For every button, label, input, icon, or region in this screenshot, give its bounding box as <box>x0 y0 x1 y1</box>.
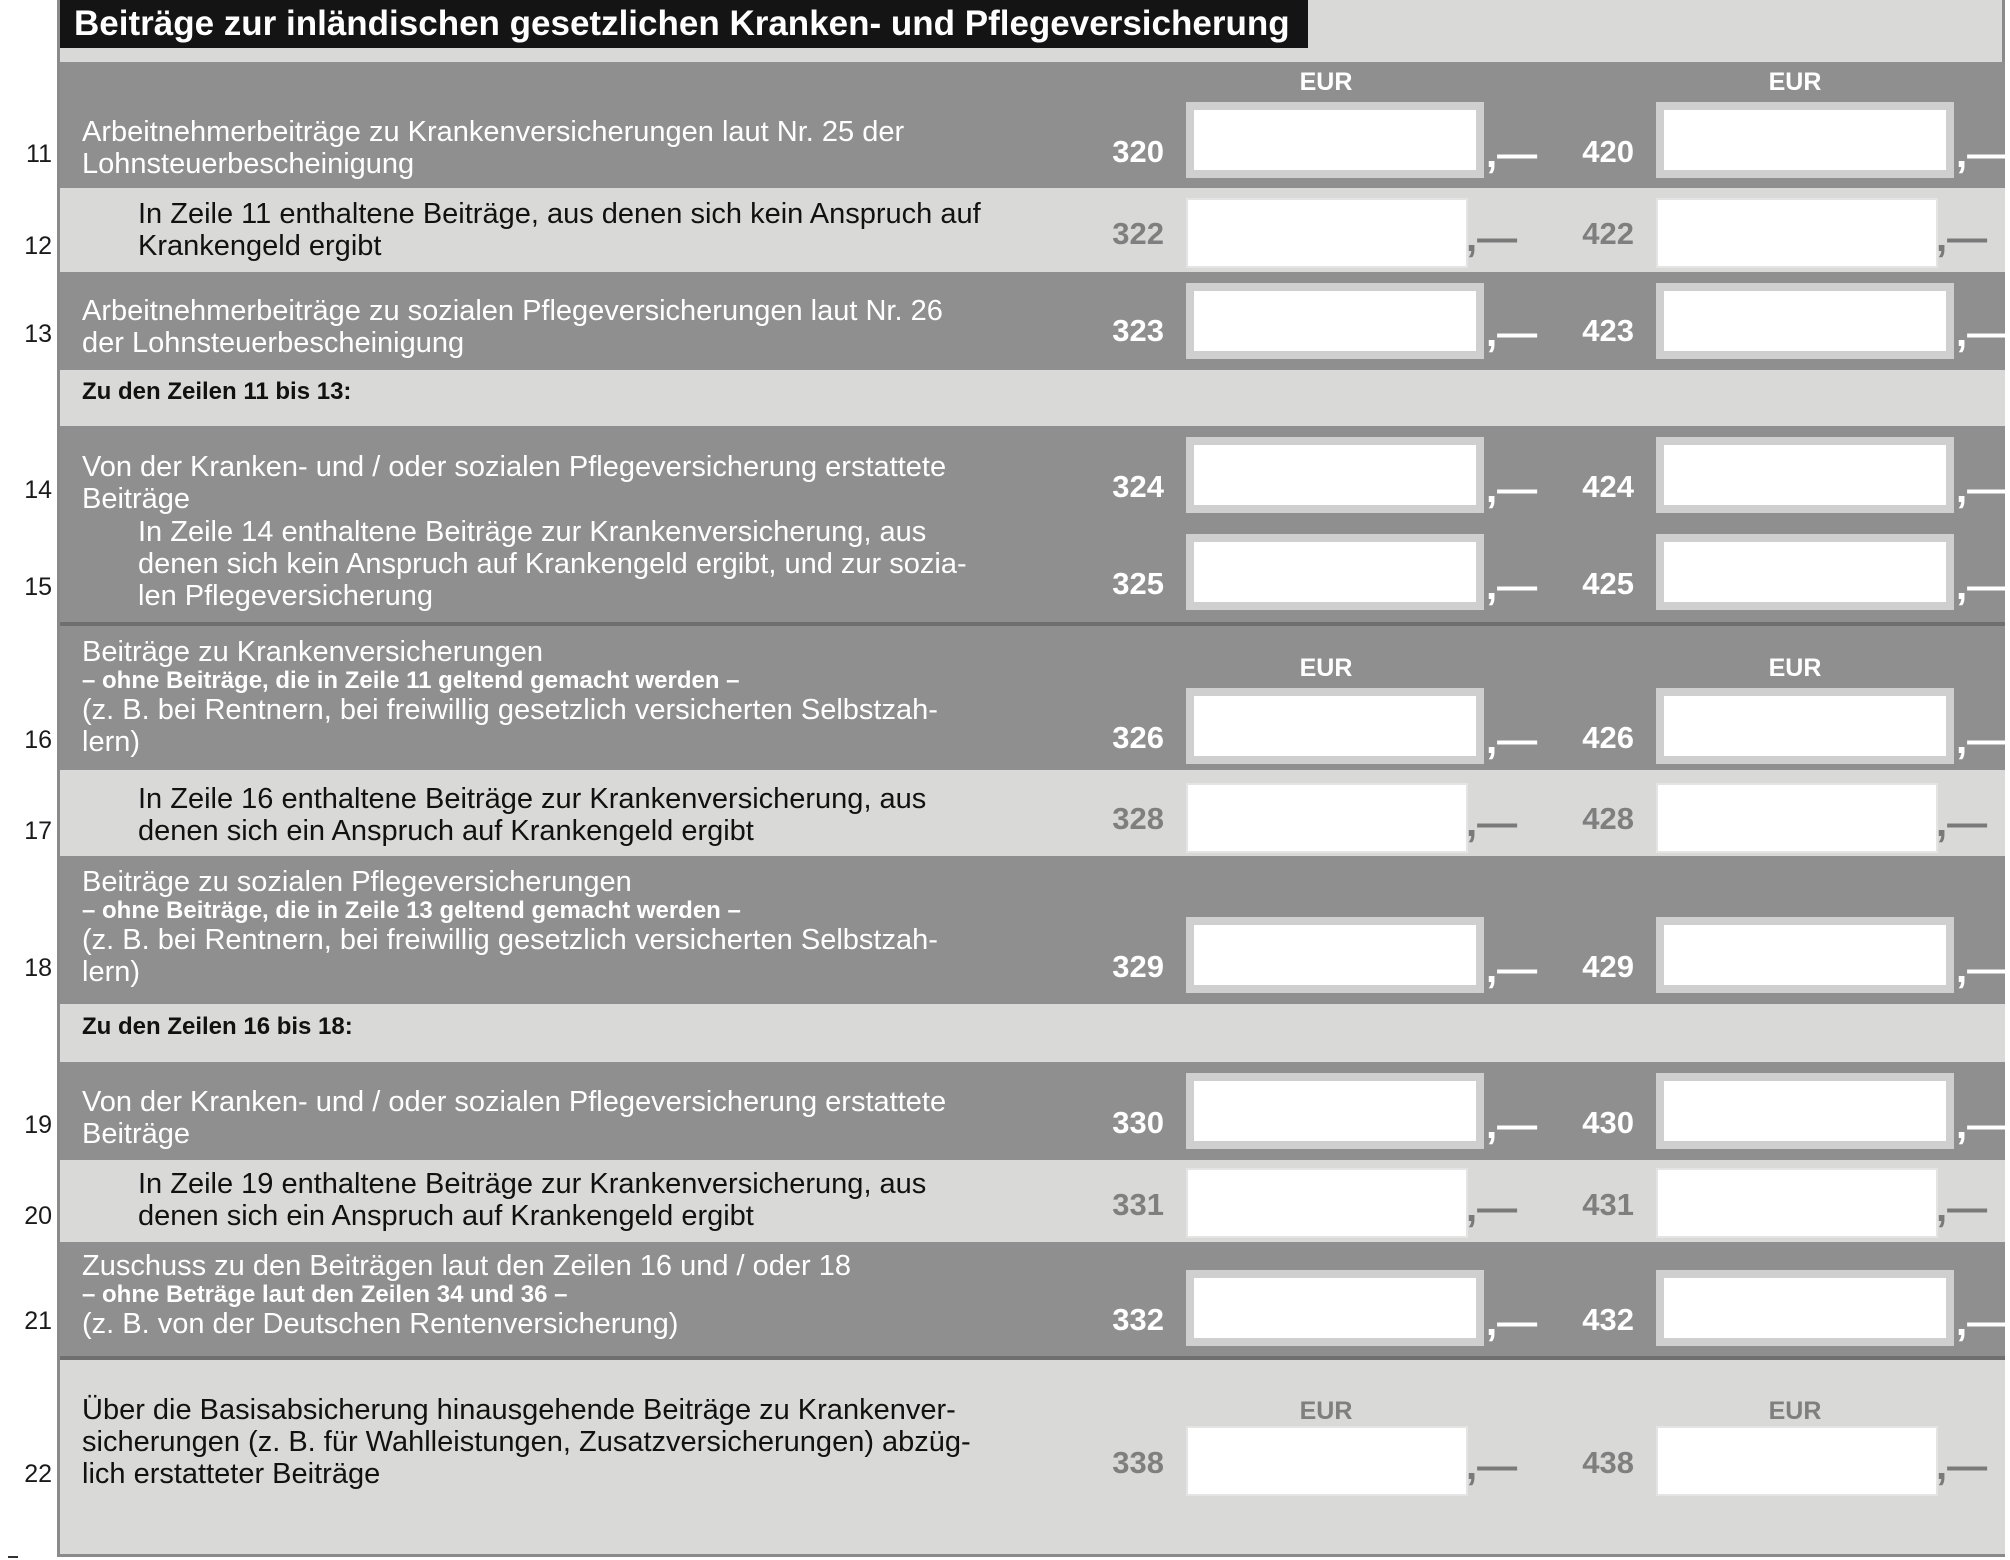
amount-suffix: ,— <box>1486 132 1538 176</box>
amount-suffix: ,— <box>1956 564 2008 608</box>
currency-header: EUR <box>1299 68 1353 96</box>
amount-suffix: ,— <box>1956 718 2008 762</box>
line-number: 12 <box>24 232 52 260</box>
row-label: Arbeitnehmerbeiträge zu Krankenversicherungen laut Nr. 25 der Lohnsteuerbescheinigung <box>82 116 905 180</box>
band-section-11-13 <box>60 370 2005 426</box>
amount-field-432[interactable] <box>1656 1270 1954 1346</box>
line-number: 15 <box>24 573 52 601</box>
amount-suffix: ,— <box>1486 467 1538 511</box>
row-label: In Zeile 16 enthaltene Beiträge zur Krankenversicherung, aus denen sich ein Anspruch auf Krankengeld ergibt <box>138 783 927 847</box>
currency-header: EUR <box>1768 1397 1822 1425</box>
field-code: 423 <box>1582 313 1634 348</box>
amount-field-431[interactable] <box>1656 1168 1938 1238</box>
field-code: 320 <box>1112 134 1164 169</box>
amount-suffix: ,— <box>1486 947 1538 991</box>
line-number: 20 <box>24 1202 52 1230</box>
field-code: 324 <box>1112 469 1164 504</box>
amount-suffix: ,— <box>1466 1444 1518 1488</box>
line-number: 18 <box>24 954 52 982</box>
section-label: Zu den Zeilen 16 bis 18: <box>82 1013 353 1040</box>
amount-suffix: ,— <box>1466 216 1518 260</box>
row-label: Zuschuss zu den Beiträgen laut den Zeilen 16 und / oder 18 – ohne Beträge laut den Zeilen 34 und 36 – (z. B. von der Deutschen Rentenversicherung) <box>82 1250 852 1340</box>
amount-suffix: ,— <box>1956 1300 2008 1344</box>
amount-suffix: ,— <box>1936 801 1988 845</box>
amount-field-332[interactable] <box>1186 1270 1484 1346</box>
amount-suffix: ,— <box>1486 1103 1538 1147</box>
field-code: 322 <box>1112 216 1164 251</box>
line-number: 19 <box>24 1111 52 1139</box>
amount-suffix: ,— <box>1956 1103 2008 1147</box>
line-number: 22 <box>24 1460 52 1488</box>
amount-field-322[interactable] <box>1186 198 1468 268</box>
amount-field-420[interactable] <box>1656 102 1954 178</box>
amount-suffix: ,— <box>1936 1186 1988 1230</box>
amount-suffix: ,— <box>1486 311 1538 355</box>
amount-field-425[interactable] <box>1656 534 1954 610</box>
form-title: Beiträge zur inländischen gesetzlichen Kranken- und Pflegeversicherung <box>60 0 1308 48</box>
amount-suffix: ,— <box>1486 564 1538 608</box>
row-label: In Zeile 14 enthaltene Beiträge zur Krankenversicherung, aus denen sich kein Anspruch auf Krankengeld ergibt, und zur sozia- len Pflegeversicherung <box>138 516 967 612</box>
amount-field-423[interactable] <box>1656 283 1954 359</box>
amount-field-429[interactable] <box>1656 917 1954 993</box>
amount-field-326[interactable] <box>1186 688 1484 764</box>
line-number: 16 <box>24 726 52 754</box>
field-code: 332 <box>1112 1302 1164 1337</box>
amount-field-438[interactable] <box>1656 1426 1938 1496</box>
field-code: 422 <box>1582 216 1634 251</box>
currency-header: EUR <box>1768 654 1822 682</box>
amount-field-331[interactable] <box>1186 1168 1468 1238</box>
row-label: Von der Kranken- und / oder sozialen Pflegeversicherung erstattete Beiträge <box>82 1086 947 1150</box>
row-label: Beiträge zu Krankenversicherungen – ohne Beiträge, die in Zeile 11 geltend gemacht werden – (z. B. bei Rentnern, bei freiwillig gesetzlich versicherten Selbstzah- lern) <box>82 636 938 758</box>
currency-header: EUR <box>1299 654 1353 682</box>
amount-suffix: ,— <box>1956 132 2008 176</box>
amount-field-320[interactable] <box>1186 102 1484 178</box>
amount-field-430[interactable] <box>1656 1073 1954 1149</box>
amount-field-330[interactable] <box>1186 1073 1484 1149</box>
row-label: Über die Basisabsicherung hinausgehende Beiträge zu Krankenver- sicherungen (z. B. für Wahlleistungen, Zusatzversicherungen) abzüg- lich erstatteter Beiträge <box>82 1394 971 1490</box>
field-code: 431 <box>1582 1187 1634 1222</box>
amount-suffix: ,— <box>1956 311 2008 355</box>
amount-field-428[interactable] <box>1656 783 1938 853</box>
field-code: 338 <box>1112 1445 1164 1480</box>
line-number: 14 <box>24 476 52 504</box>
row-label: Von der Kranken- und / oder sozialen Pflegeversicherung erstattete Beiträge <box>82 451 947 515</box>
line-number: 17 <box>24 817 52 845</box>
amount-suffix: ,— <box>1936 1444 1988 1488</box>
row-label: In Zeile 11 enthaltene Beiträge, aus denen sich kein Anspruch auf Krankengeld ergibt <box>138 198 981 262</box>
amount-suffix: ,— <box>1486 718 1538 762</box>
amount-suffix: ,— <box>1956 947 2008 991</box>
amount-field-424[interactable] <box>1656 437 1954 513</box>
line-number: 21 <box>24 1307 52 1335</box>
row-label: Arbeitnehmerbeiträge zu sozialen Pflegeversicherungen laut Nr. 26 der Lohnsteuerbescheinigung <box>82 295 943 359</box>
field-code: 323 <box>1112 313 1164 348</box>
margin-mark <box>8 1556 18 1558</box>
field-code: 329 <box>1112 949 1164 984</box>
amount-field-328[interactable] <box>1186 783 1468 853</box>
currency-header: EUR <box>1768 68 1822 96</box>
amount-field-329[interactable] <box>1186 917 1484 993</box>
field-code: 430 <box>1582 1105 1634 1140</box>
amount-field-426[interactable] <box>1656 688 1954 764</box>
currency-header: EUR <box>1299 1397 1353 1425</box>
amount-field-325[interactable] <box>1186 534 1484 610</box>
amount-field-422[interactable] <box>1656 198 1938 268</box>
field-code: 429 <box>1582 949 1634 984</box>
amount-suffix: ,— <box>1466 801 1518 845</box>
field-code: 425 <box>1582 566 1634 601</box>
amount-suffix: ,— <box>1486 1300 1538 1344</box>
amount-field-323[interactable] <box>1186 283 1484 359</box>
amount-suffix: ,— <box>1466 1186 1518 1230</box>
field-code: 428 <box>1582 801 1634 836</box>
field-code: 325 <box>1112 566 1164 601</box>
field-code: 331 <box>1112 1187 1164 1222</box>
line-number: 13 <box>24 320 52 348</box>
amount-field-324[interactable] <box>1186 437 1484 513</box>
field-code: 330 <box>1112 1105 1164 1140</box>
line-number: 11 <box>26 140 52 168</box>
section-label: Zu den Zeilen 11 bis 13: <box>82 378 352 405</box>
field-code: 426 <box>1582 720 1634 755</box>
field-code: 326 <box>1112 720 1164 755</box>
field-code: 328 <box>1112 801 1164 836</box>
row-label: In Zeile 19 enthaltene Beiträge zur Krankenversicherung, aus denen sich ein Anspruch auf Krankengeld ergibt <box>138 1168 927 1232</box>
field-code: 424 <box>1582 469 1634 504</box>
field-code: 420 <box>1582 134 1634 169</box>
field-code: 432 <box>1582 1302 1634 1337</box>
row-label: Beiträge zu sozialen Pflegeversicherungen – ohne Beiträge, die in Zeile 13 geltend gemacht werden – (z. B. bei Rentnern, bei freiwillig gesetzlich versicherten Selbstzah- lern) <box>82 866 938 988</box>
amount-suffix: ,— <box>1956 467 2008 511</box>
field-code: 438 <box>1582 1445 1634 1480</box>
amount-suffix: ,— <box>1936 216 1988 260</box>
amount-field-338[interactable] <box>1186 1426 1468 1496</box>
